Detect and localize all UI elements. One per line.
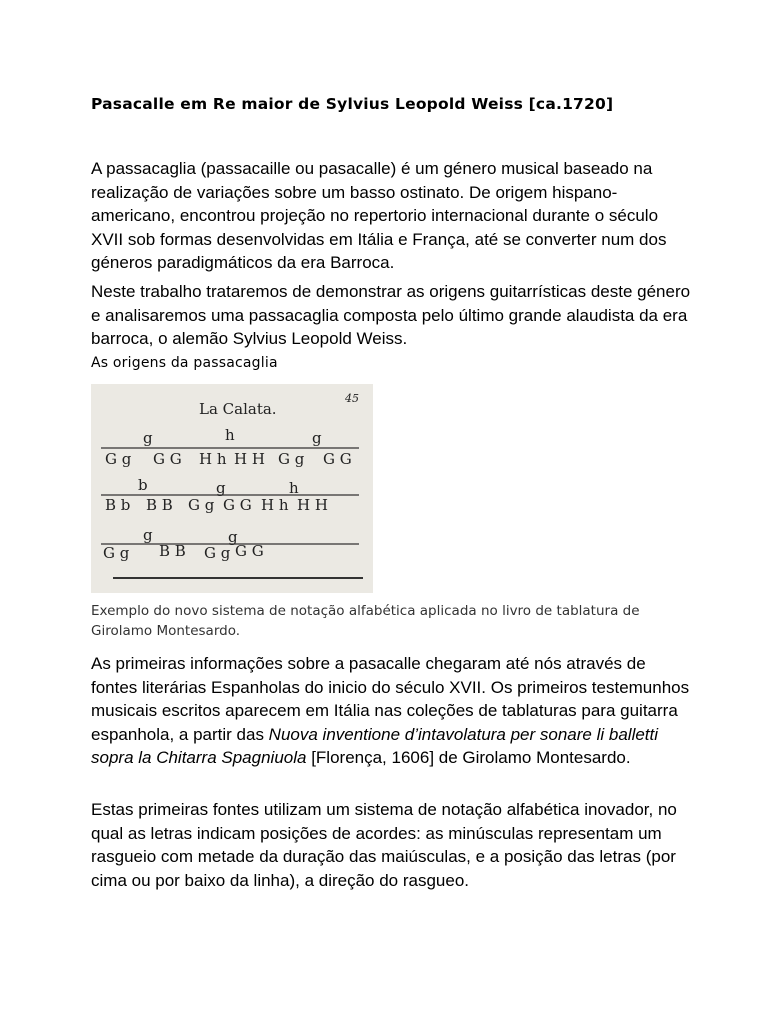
row3-lower-3: G g — [204, 544, 231, 562]
row1-lower-3: H h — [199, 450, 227, 468]
row1-upper-3: g — [312, 429, 322, 447]
paragraph-intro: A passacaglia (passacaille ou pasacalle) é um género musical baseado na realização de variações sobre um basso ostinato. De origem hispano-americano, encontrou projeção no repertorio internacional durante o século XVII sob formas desenvolvidas em Itália e França, até se converter num dos géneros paradigmáticos da era Barroca. — [91, 159, 667, 272]
tablature-image — [91, 384, 373, 593]
row1-lower-6: G G — [323, 450, 352, 468]
row1-lower-5: G g — [278, 450, 305, 468]
row3-upper-2: g — [228, 528, 238, 546]
row2-lower-1: B b — [105, 496, 131, 514]
row2-lower-2: B B — [146, 496, 173, 514]
book-title-italic: Nuova inventione d’intavolatura per sonare li balletti sopra la Chitarra Spagniuola — [91, 724, 659, 767]
row3-lower-4: G G — [235, 542, 264, 560]
row3-lower-1: G g — [103, 544, 130, 562]
row1-lower-4: H H — [234, 450, 265, 468]
row1-lower-2: G G — [153, 450, 182, 468]
row2-upper-3: h — [289, 479, 299, 497]
paragraph-first-sources — [91, 652, 691, 770]
row1-upper-2: h — [225, 426, 235, 444]
row2-upper-1: b — [138, 476, 148, 494]
row1-upper-1: g — [143, 429, 153, 447]
paragraph-text-end: [Florença, 1606] de Girolamo Montesardo. — [306, 748, 631, 767]
row3-lower-2: B B — [159, 542, 186, 560]
row3-upper-1: g — [143, 526, 153, 544]
row2-lower-5: H h — [261, 496, 289, 514]
row2-lower-3: G g — [188, 496, 215, 514]
paragraph-text-start: As primeiras informações sobre a pasacalle chegaram até nós através de fontes literárias Espanholas do inicio do século XVII. Os primeiros testemunhos musicais escritos aparecem em Itália nas coleções de tablaturas para guitarra espanhola, a partir das — [91, 654, 690, 744]
row2-lower-4: G G — [223, 496, 252, 514]
figure-page-number: 45 — [345, 392, 359, 405]
row2-upper-2: g — [216, 479, 226, 497]
figure-title: La Calata. — [199, 400, 277, 418]
row2-lower-6: H H — [297, 496, 328, 514]
paragraph-objective: Neste trabalho trataremos de demonstrar as origens guitarrísticas deste género e analisaremos uma passacaglia composta pelo último grande alaudista da era barroca, o alemão Sylvius Leopold Weiss. — [91, 282, 691, 348]
paragraph-notation-system: Estas primeiras fontes utilizam um sistema de notação alfabética inovador, no qual as letras indicam posições de acordes: as minúsculas representam um rasgueio com metade da duração das maiúsculas, e a posição das letras (por cima ou por baixo da linha), a direção do rasgueo. — [91, 800, 677, 890]
row1-lower-1: G g — [105, 450, 132, 468]
tablature-figure — [91, 384, 373, 593]
figure-caption: Exemplo do novo sistema de notação alfabética aplicada no livro de tablatura de Girolamo Montesardo. — [91, 603, 640, 639]
document-title: Pasacalle em Re maior de Sylvius Leopold Weiss [ca.1720] — [91, 95, 614, 113]
section-heading: As origens da passacaglia — [91, 355, 278, 371]
